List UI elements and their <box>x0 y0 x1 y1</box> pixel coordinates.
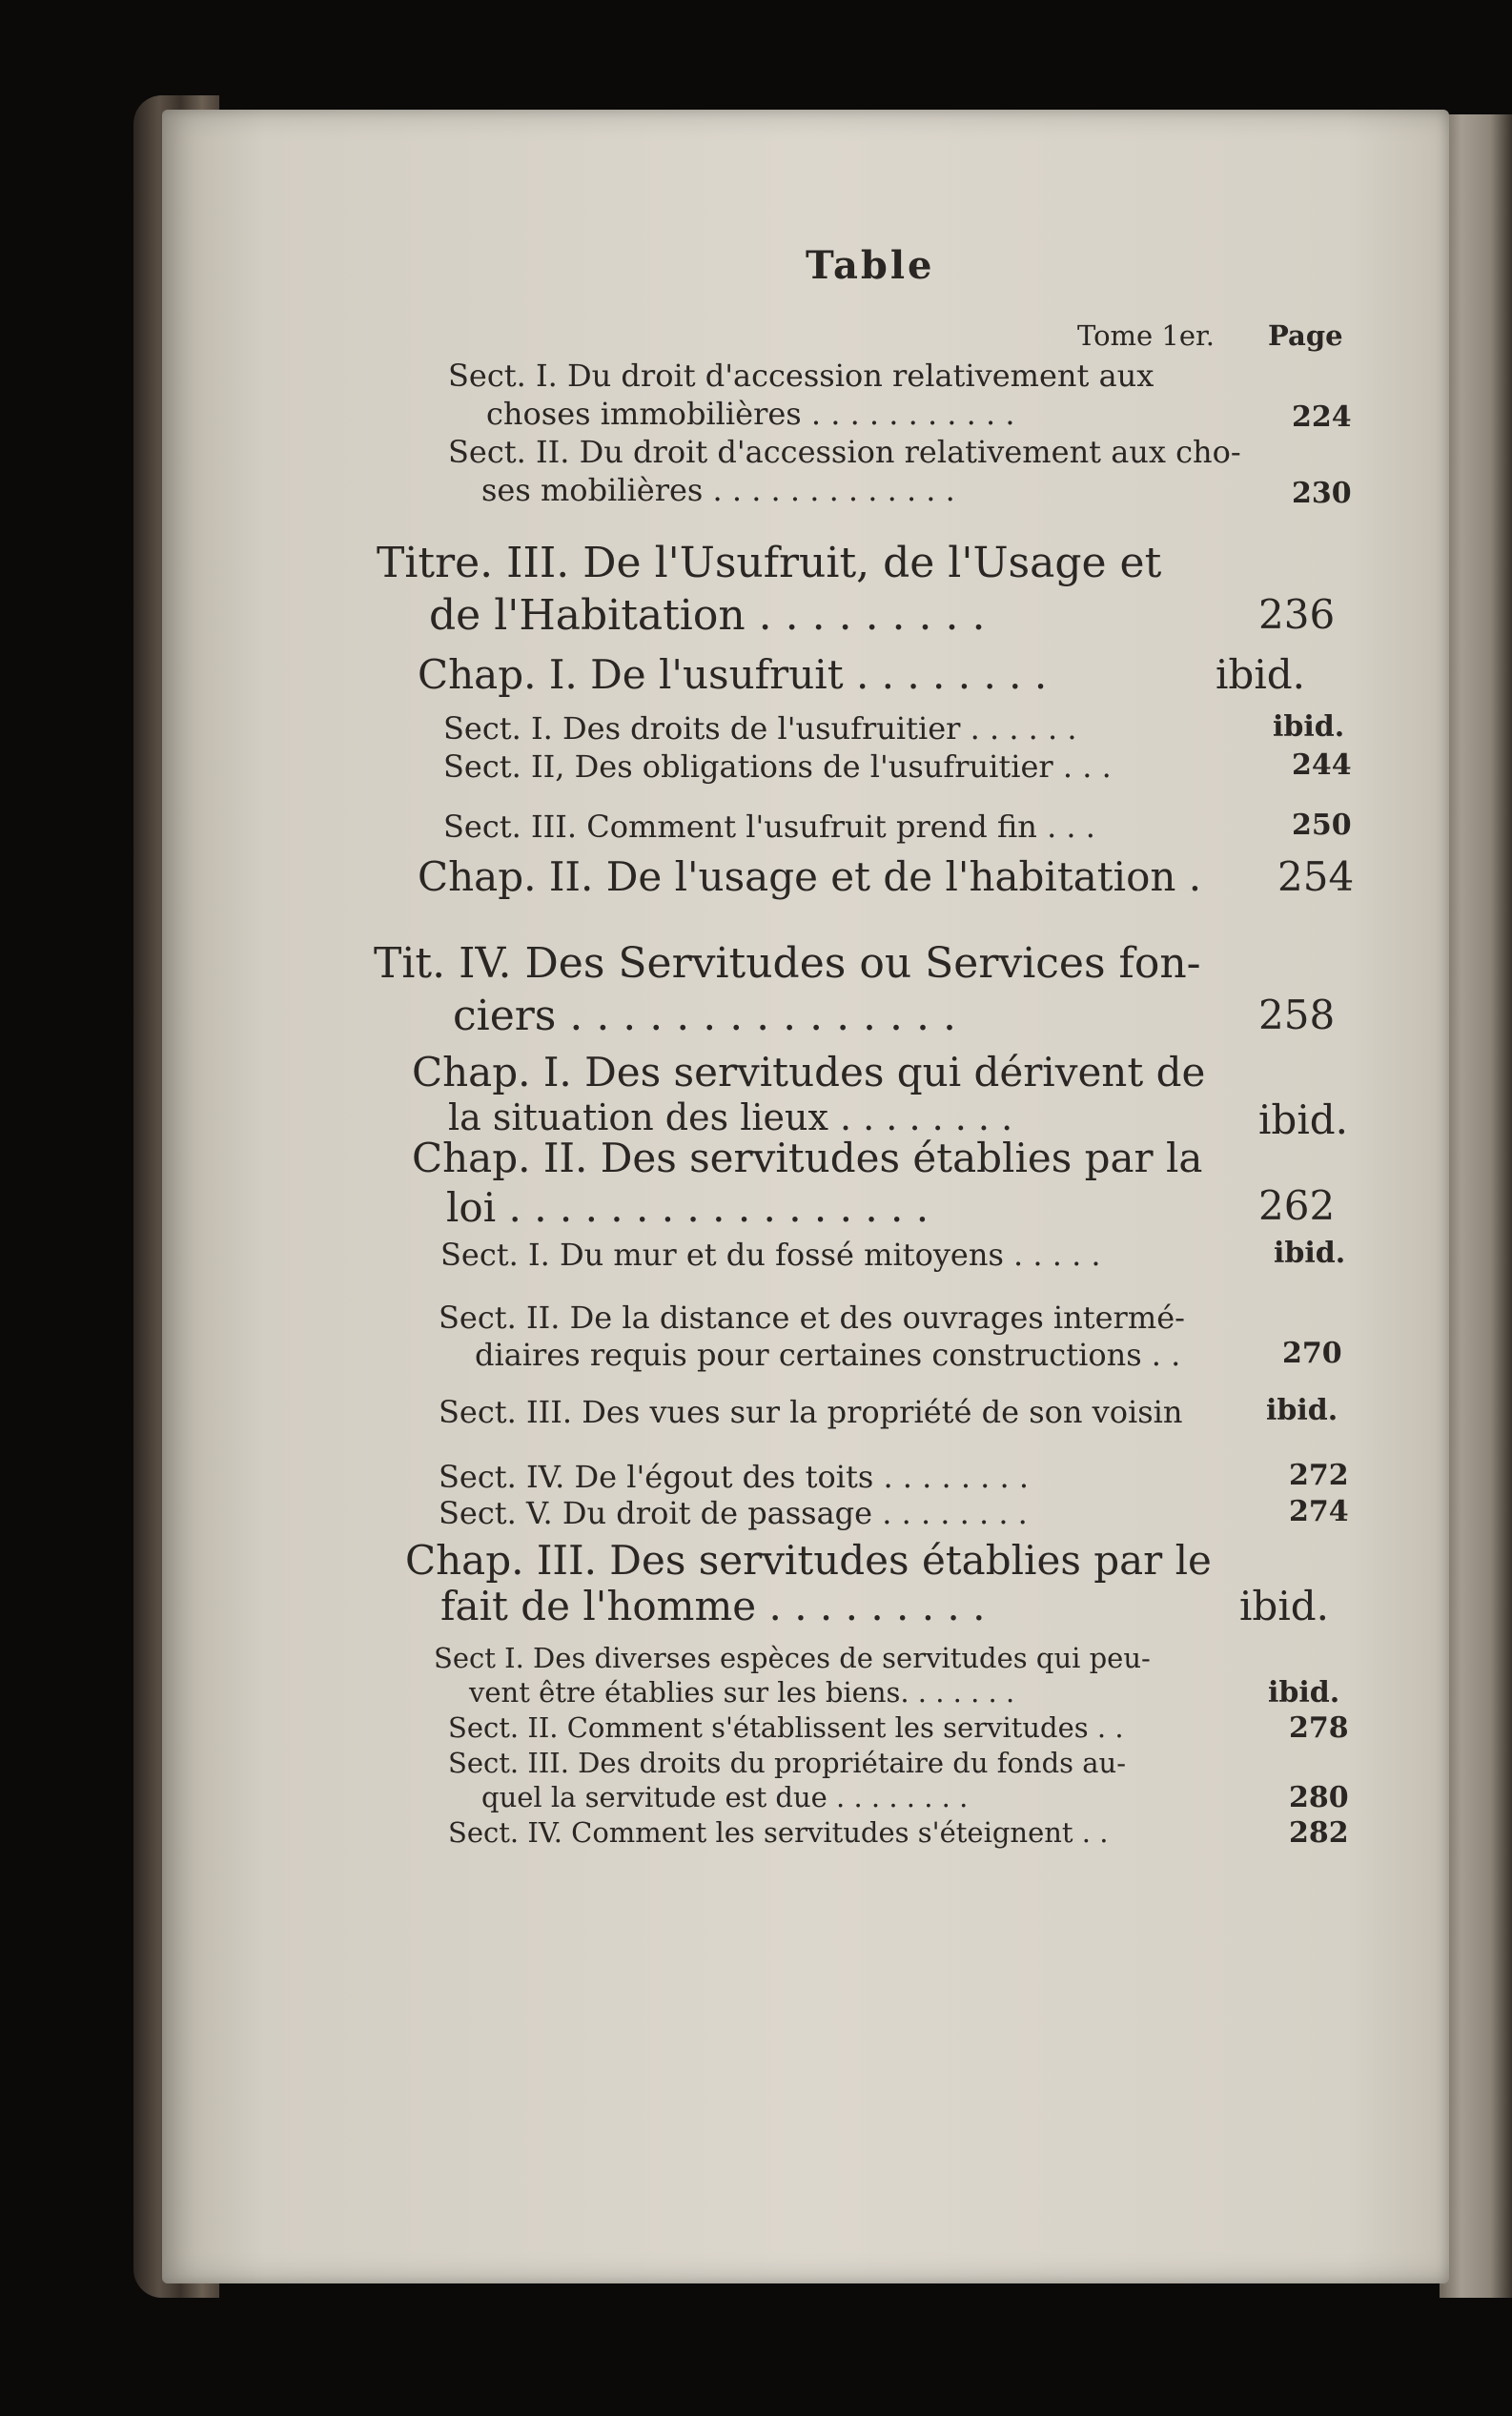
toc-entry-text: Chap. I. De l'usufruit . . . . . . . . <box>418 651 1048 698</box>
toc-entry-text: Tit. IV. Des Servitudes ou Services fon- <box>374 939 1201 988</box>
toc-entry-text: Sect. II. De la distance et des ouvrages intermé- <box>439 1300 1185 1336</box>
toc-entry-text: Sect. I. Du droit d'accession relativement aux <box>448 358 1154 394</box>
toc-entry-text: Chap. III. Des servitudes établies par le <box>405 1537 1212 1584</box>
toc-entry-text-cont: la situation des lieux . . . . . . . . <box>448 1096 1013 1138</box>
toc-entry-text: Sect. I. Des droits de l'usufruitier . . . . . . <box>443 710 1077 747</box>
toc-page-number: 282 <box>1289 1816 1349 1850</box>
toc-entry-text: Sect. II. Comment s'établissent les servitudes . . <box>448 1711 1124 1744</box>
toc-page-number: ibid. <box>1258 1096 1348 1143</box>
toc-entry-text: Sect. III. Des droits du propriétaire du fonds au- <box>448 1747 1127 1779</box>
toc-page-number: 280 <box>1289 1781 1349 1814</box>
toc-entry-text: Sect. IV. De l'égout des toits . . . . . . . . <box>439 1459 1030 1495</box>
toc-page-number: ibid. <box>1239 1583 1329 1629</box>
toc-page-number: 272 <box>1289 1459 1349 1492</box>
toc-entry-text: Sect. II, Des obligations de l'usufruitier . . . <box>443 748 1112 785</box>
toc-entry-text: Sect. III. Comment l'usufruit prend fin . . . <box>443 809 1095 845</box>
toc-entry-text: Sect I. Des diverses espèces de servitudes qui peu- <box>434 1642 1151 1674</box>
toc-entry-text: Chap. II. Des servitudes établies par la <box>412 1135 1203 1181</box>
toc-page-number: 254 <box>1277 853 1355 900</box>
toc-page-number: 236 <box>1258 591 1336 638</box>
toc-entry-text-cont: diaires requis pour certaines constructions . . <box>475 1337 1181 1373</box>
toc-page-number: 274 <box>1289 1495 1349 1528</box>
toc-entry-text: Chap. II. De l'usage et de l'habitation . <box>418 853 1202 900</box>
toc-entry-text-cont: ciers . . . . . . . . . . . . . . . <box>453 992 956 1040</box>
toc-entry-text: Chap. I. Des servitudes qui dérivent de <box>412 1049 1206 1095</box>
toc-page-number: 250 <box>1292 809 1352 842</box>
toc-entry-text: Sect. III. Des vues sur la propriété de son voisin <box>439 1394 1183 1430</box>
toc-page-number: 224 <box>1292 400 1352 434</box>
toc-page-number: 230 <box>1292 477 1352 510</box>
toc-entry-text-cont: quel la servitude est due . . . . . . . . <box>481 1781 969 1813</box>
toc-entry-text-cont: vent être établies sur les biens. . . . . . . <box>469 1676 1015 1709</box>
toc-page-number: ibid. <box>1273 710 1345 744</box>
toc-entry-text: Sect. II. Du droit d'accession relativement aux cho- <box>448 434 1241 470</box>
toc-entry-text-cont: loi . . . . . . . . . . . . . . . . . <box>446 1184 930 1231</box>
toc-page-number: ibid. <box>1266 1394 1338 1427</box>
toc-entry-text-cont: fait de l'homme . . . . . . . . . <box>440 1583 986 1629</box>
toc-page-number: 258 <box>1258 992 1336 1038</box>
page-title: Table <box>806 243 935 288</box>
toc-entry-text: Titre. III. De l'Usufruit, de l'Usage et <box>377 539 1162 587</box>
column-header-tome: Tome 1er. <box>1077 319 1215 352</box>
toc-page-number: 262 <box>1258 1182 1336 1229</box>
toc-entry-text: Sect. I. Du mur et du fossé mitoyens . . . . . <box>440 1237 1101 1273</box>
toc-entry-text-cont: de l'Habitation . . . . . . . . . <box>429 591 986 640</box>
page-gutter <box>1440 114 1512 2298</box>
toc-entry-text-cont: ses mobilières . . . . . . . . . . . . . <box>481 472 955 508</box>
toc-page-number: 270 <box>1282 1337 1342 1370</box>
toc-entry-text: Sect. IV. Comment les servitudes s'éteignent . . <box>448 1816 1109 1849</box>
toc-page-number: ibid. <box>1274 1237 1346 1270</box>
toc-page-number: ibid. <box>1268 1676 1340 1710</box>
toc-entry-text-cont: choses immobilières . . . . . . . . . . . <box>486 396 1015 432</box>
toc-page-number: 278 <box>1289 1711 1349 1745</box>
toc-page-number: ibid. <box>1216 651 1305 698</box>
toc-page-number: 244 <box>1292 748 1352 782</box>
toc-entry-text: Sect. V. Du droit de passage . . . . . . . . <box>439 1495 1028 1531</box>
column-header-page: Page <box>1268 319 1343 352</box>
